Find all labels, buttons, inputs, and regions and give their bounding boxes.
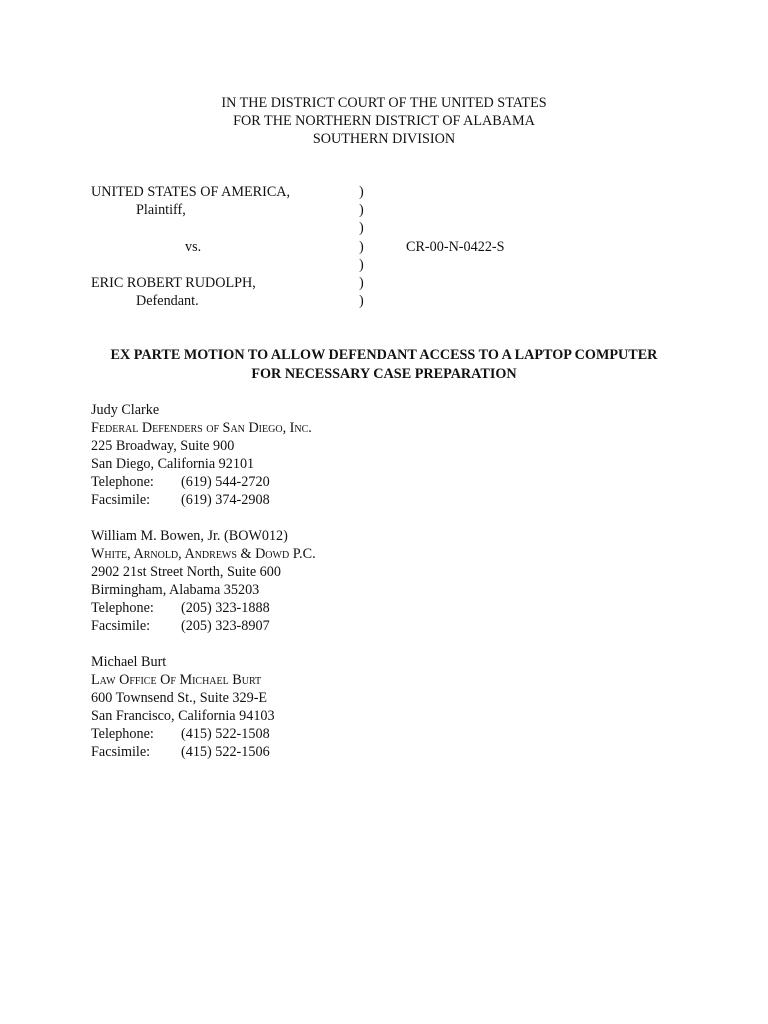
defendant-role: Defendant. (136, 293, 199, 310)
division-line: SOUTHERN DIVISION (312, 131, 456, 147)
caption-row (0, 219, 768, 237)
caption-paren: ) (359, 220, 364, 237)
motion-title (0, 346, 768, 383)
facsimile-label: Facsimile: (91, 744, 151, 761)
facsimile-row (91, 617, 316, 635)
plaintiff-name: UNITED STATES OF AMERICA, (91, 184, 291, 200)
caption-row (0, 238, 768, 256)
facsimile-number: (205) 323-8907 (181, 618, 270, 635)
telephone-number: (415) 522-1508 (181, 726, 270, 743)
telephone-label: Telephone: (91, 726, 154, 743)
address-line: 2902 21st Street North, Suite 600 (91, 564, 281, 581)
caption-paren: ) (359, 184, 364, 200)
counsel-block (91, 401, 312, 510)
counsel-block (91, 527, 316, 636)
defendant-name: ERIC ROBERT RUDOLPH, (91, 274, 256, 291)
versus-label: vs. (185, 238, 202, 255)
address-line: San Francisco, California 94103 (91, 708, 275, 725)
district-line: FOR THE NORTHERN DISTRICT OF ALABAMA (233, 113, 535, 129)
telephone-row (91, 473, 312, 491)
telephone-row (91, 725, 275, 743)
caption-row (0, 292, 768, 310)
case-number: CR-00-N-0422-S (406, 238, 505, 255)
caption-row (0, 256, 768, 274)
address-line: Birmingham, Alabama 35203 (91, 582, 260, 599)
address-line: 600 Townsend St., Suite 329-E (91, 690, 268, 707)
facsimile-row (91, 491, 312, 509)
counsel-block (91, 653, 275, 762)
law-firm: White, Arnold, Andrews & Dowd P.C. (91, 546, 316, 563)
facsimile-number: (619) 374-2908 (181, 492, 270, 509)
telephone-label: Telephone: (91, 600, 154, 617)
caption-row (0, 201, 768, 219)
facsimile-number: (415) 522-1506 (181, 744, 270, 761)
caption-paren: ) (359, 293, 364, 310)
telephone-number: (619) 544-2720 (181, 474, 270, 491)
address-line: San Diego, California 92101 (91, 456, 255, 473)
caption-paren: ) (359, 238, 364, 255)
telephone-label: Telephone: (91, 474, 154, 491)
plaintiff-role: Plaintiff, (136, 202, 186, 219)
law-firm: Law Office Of Michael Burt (91, 672, 262, 689)
caption-row (0, 274, 768, 292)
caption-paren: ) (359, 202, 364, 219)
attorney-name: Judy Clarke (91, 402, 160, 418)
attorney-name: Michael Burt (91, 654, 167, 670)
motion-title-line: EX PARTE MOTION TO ALLOW DEFENDANT ACCESS TO A LAPTOP COMPUTER (110, 347, 658, 363)
telephone-number: (205) 323-1888 (181, 600, 270, 617)
facsimile-label: Facsimile: (91, 492, 151, 509)
caption-row (0, 183, 768, 201)
law-firm: Federal Defenders of San Diego, Inc. (91, 420, 312, 437)
address-line: 225 Broadway, Suite 900 (91, 438, 235, 455)
caption-paren: ) (359, 256, 364, 273)
court-name-line: IN THE DISTRICT COURT OF THE UNITED STATES (221, 95, 547, 111)
case-caption (0, 183, 768, 310)
facsimile-label: Facsimile: (91, 618, 151, 635)
court-header (0, 94, 768, 148)
motion-title-line: FOR NECESSARY CASE PREPARATION (251, 365, 517, 382)
caption-paren: ) (359, 274, 364, 291)
telephone-row (91, 599, 316, 617)
facsimile-row (91, 743, 275, 761)
attorney-name: William M. Bowen, Jr. (BOW012) (91, 528, 288, 544)
